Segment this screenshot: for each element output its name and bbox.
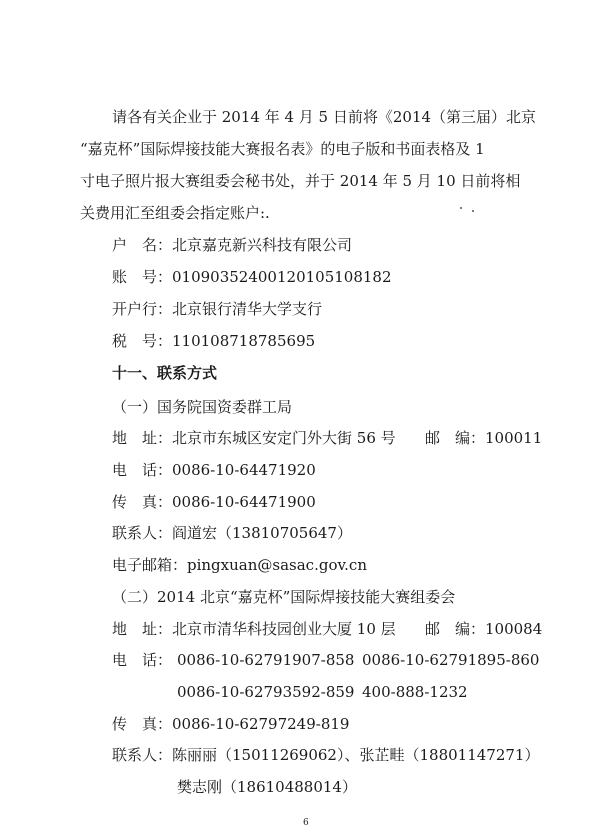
contact1-address: 地 址：北京市东城区安定门外大街 56 号 [112, 429, 396, 447]
paragraph-line-4: 关费用汇至组委会指定账户:. [80, 204, 270, 222]
contact1-title: （一）国务院国资委群工局 [112, 398, 293, 416]
page-number: 6 [303, 818, 309, 828]
contact1-postcode: 邮 编：100011 [425, 429, 543, 447]
contact2-phone-1: 0086-10-62791907-858 [177, 651, 355, 669]
contact2-persons-line-1: 联系人：陈丽丽（15011269062）、张芷畦（18801147271） [112, 746, 540, 764]
contact2-title: （二）2014 北京“嘉克杯”国际焊接技能大赛组委会 [112, 588, 456, 606]
scan-speck [472, 210, 474, 212]
contact2-postcode: 邮 编：100084 [425, 620, 543, 638]
contact2-phone-4: 400-888-1232 [362, 683, 468, 701]
paragraph-line-3: 寸电子照片报大赛组委会秘书处，并于 2014 年 5 月 10 日前将相 [80, 172, 521, 190]
contact2-address: 地 址：北京市清华科技园创业大厦 10 层 [112, 620, 396, 638]
contact2-phone-label: 电 话： [112, 651, 173, 669]
account-bank: 开户行：北京银行清华大学支行 [112, 300, 323, 318]
account-number: 账 号：01090352400120105108182 [112, 268, 392, 286]
account-tax-number: 税 号：110108718785695 [112, 332, 316, 350]
contact2-phone-3: 0086-10-62793592-859 [177, 683, 355, 701]
contact1-fax: 传 真：0086-10-64471900 [112, 493, 316, 511]
contact2-fax: 传 真：0086-10-62797249-819 [112, 715, 350, 733]
contact1-email: 电子邮箱：pingxuan@sasac.gov.cn [112, 556, 367, 574]
scan-speck [460, 207, 462, 209]
contact1-person: 联系人：阎道宏（13810705647） [112, 524, 352, 542]
account-name: 户 名：北京嘉克新兴科技有限公司 [112, 236, 353, 254]
section-heading-contact: 十一、联系方式 [112, 364, 218, 382]
paragraph-line-1: 请各有关企业于 2014 年 4 月 5 日前将《2014（第三届）北京 [112, 108, 537, 126]
contact1-phone: 电 话：0086-10-64471920 [112, 461, 316, 479]
contact2-phone-2: 0086-10-62791895-860 [362, 651, 540, 669]
paragraph-line-2: “嘉克杯”国际焊接技能大赛报名表》的电子版和书面表格及 1 [80, 140, 485, 158]
contact2-persons-line-2: 樊志刚（18610488014） [177, 778, 357, 796]
